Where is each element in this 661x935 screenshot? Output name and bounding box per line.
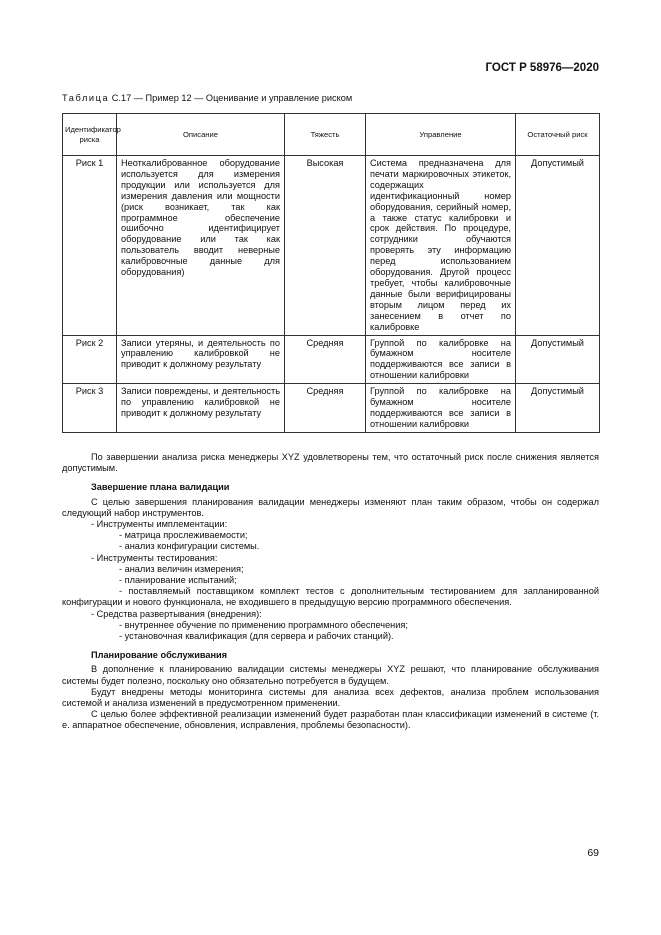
section-heading-validation: Завершение плана валидации: [91, 482, 230, 493]
table-row: [63, 335, 600, 384]
risk-description: Записи повреждены, и деятельность по управлению калибровкой не приводит к должному результату: [117, 384, 285, 433]
list-item: - Средства развертывания (внедрения):: [91, 608, 262, 619]
section-heading-maintenance: Планирование обслуживания: [91, 650, 228, 661]
page-number: 69: [587, 847, 599, 859]
col-header-control: Управление: [366, 114, 516, 156]
paragraph-conclusion: По завершении анализа риска менеджеры XYZ удовлетворены тем, что остаточный риск после снижения является допустимым.: [62, 452, 599, 474]
col-header-residual: Остаточный риск: [516, 114, 600, 156]
table-caption-text: С.17 — Пример 12 — Оценивание и управление риском: [109, 93, 353, 103]
table-caption-prefix: Таблица: [62, 93, 110, 103]
list-item: - планирование испытаний;: [119, 575, 237, 586]
list-item: - установочная квалификация (для сервера и рабочих станций).: [119, 631, 394, 642]
risk-residual: Допустимый: [516, 335, 600, 384]
risk-residual: Допустимый: [516, 156, 600, 336]
paragraph-validation: С целью завершения планирования валидации менеджеры изменяют план таким образом, чтобы он содержал следующий набор инструментов.: [62, 496, 599, 518]
risk-description: Записи утеряны, и деятельность по управлению калибровкой не приводит к должному результату: [117, 335, 285, 384]
risk-residual: Допустимый: [516, 384, 600, 433]
risk-control: Группой по калибровке на бумажном носителе поддерживаются все записи в отношении калибровки: [366, 384, 516, 433]
table-row: [63, 156, 600, 336]
risk-control: Система предназначена для печати маркировочных этикеток, содержащих идентификационный номер оборудования, серийный номер, а также статус калибровки и срок действия. По процедуре, сотрудники обучаются проверять эту информацию перед использованием оборудования. Другой процесс требует, чтобы калибровочные данные были верифицированы вторым лицом перед их занесением в отчет по калибровке: [366, 156, 516, 336]
risk-id: Риск 1: [63, 156, 117, 336]
body-text: [62, 452, 599, 732]
risk-table: [62, 113, 600, 433]
table-caption: [62, 93, 352, 103]
risk-description: Неоткалиброванное оборудование используется для измерения продукции или используется для измерения давления или мощности (риск возникает, так как программное обеспечение ошибочно идентифицирует оборудование или так как пользователь вводит неверные калибровочные данные для оборудования): [117, 156, 285, 336]
list-item: - анализ конфигурации системы.: [119, 541, 260, 552]
table-header-row: [63, 114, 600, 156]
col-header-description: Описание: [117, 114, 285, 156]
paragraph-maintenance-3: С целью более эффективной реализации изменений будет разработан план классификации изменений в системе (т. е. аппаратное обеспечение, обновления, исправления, проблемы безопасности).: [62, 709, 599, 731]
risk-severity: Средняя: [285, 384, 366, 433]
table-row: [63, 384, 600, 433]
list-item: - внутреннее обучение по применению программного обеспечения;: [119, 619, 408, 630]
paragraph-maintenance-2: Будут внедрены методы мониторинга системы для анализа всех дефектов, анализа проблем использования системой и анализа изменений в предусмотренном применении.: [62, 686, 599, 709]
list-item: - поставляемый поставщиком комплект тестов с дополнительным тестированием для запланированной конфигурации и нового функционала, не входившего в предыдущую версию программного обеспечения.: [62, 586, 599, 608]
list-item: - Инструменты имплементации:: [91, 519, 228, 530]
risk-severity: Средняя: [285, 335, 366, 384]
list-item: - анализ величин измерения;: [119, 563, 244, 574]
risk-id: Риск 2: [63, 335, 117, 384]
list-item: - матрица прослеживаемости;: [119, 530, 248, 541]
col-header-id: Идентификатор риска: [63, 114, 117, 156]
risk-severity: Высокая: [285, 156, 366, 336]
document-header: ГОСТ Р 58976—2020: [485, 62, 599, 74]
risk-control: Группой по калибровке на бумажном носителе поддерживаются все записи в отношении калибровки: [366, 335, 516, 384]
risk-id: Риск 3: [63, 384, 117, 433]
col-header-severity: Тяжесть: [285, 114, 366, 156]
paragraph-maintenance-1: В дополнение к планированию валидации системы менеджеры XYZ решают, что планирование обслуживания системы будет полезно, поскольку оно обязательно потребуется в будущем.: [62, 664, 599, 686]
list-item: - Инструменты тестирования:: [91, 552, 218, 563]
